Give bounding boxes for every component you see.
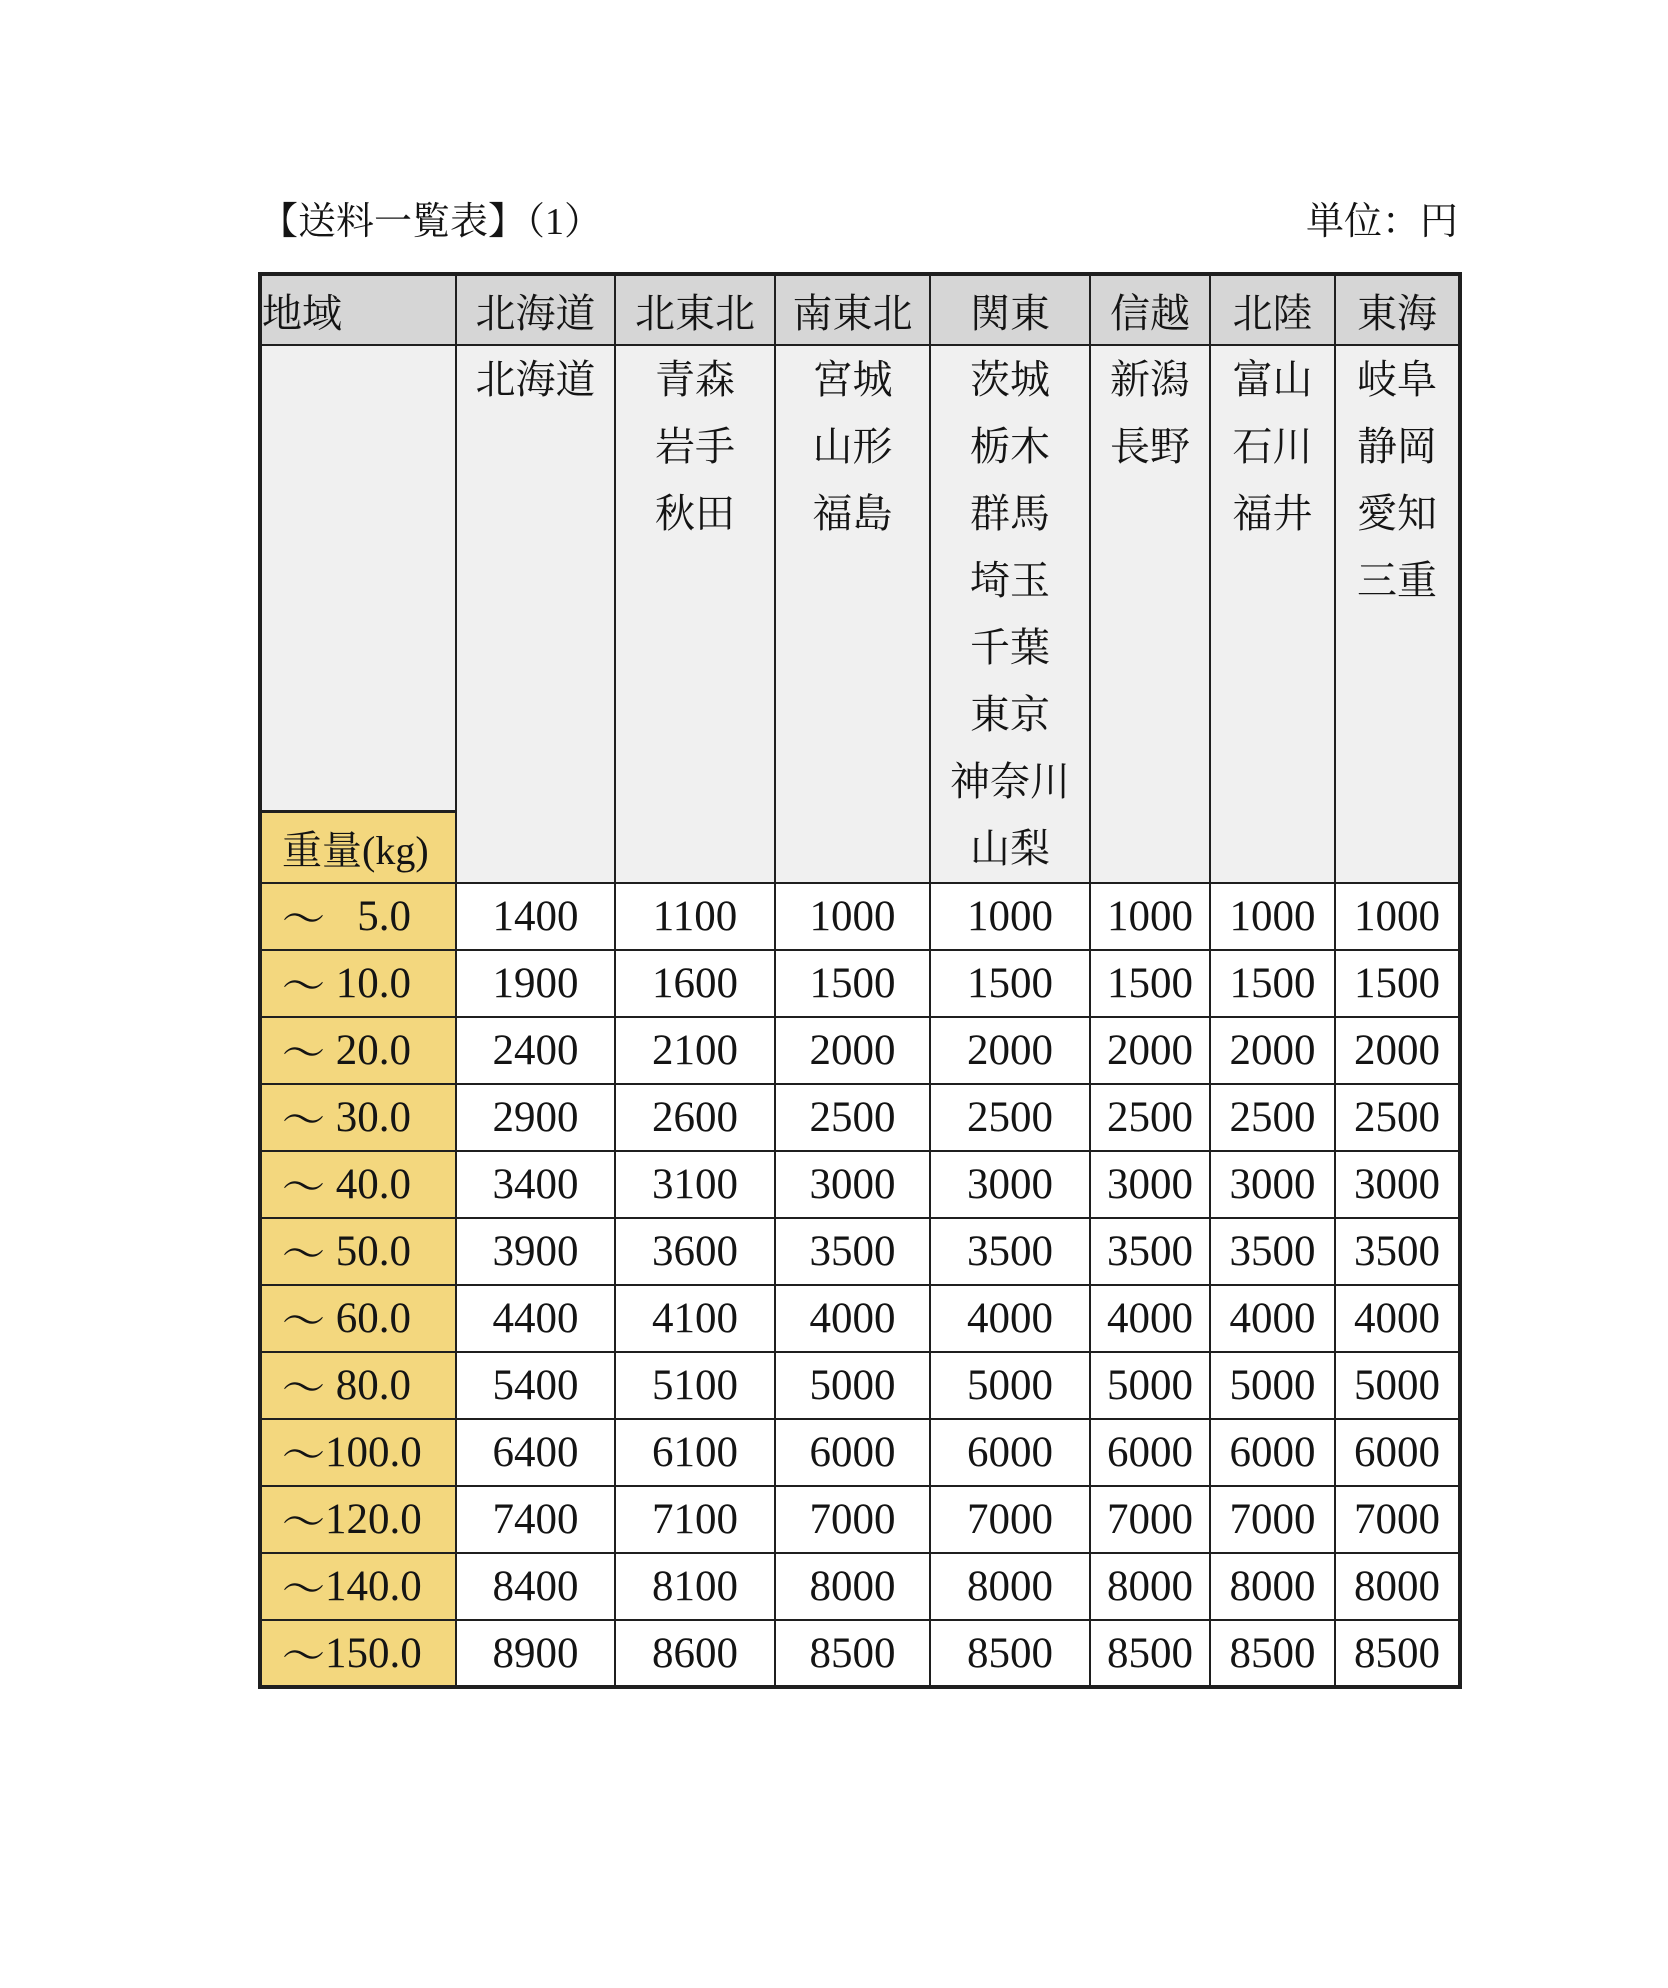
empty-cell (262, 346, 455, 810)
fee-cell: 2500 (775, 1084, 930, 1151)
fee-cell: 1600 (615, 950, 775, 1017)
fee-cell: 7000 (930, 1486, 1090, 1553)
fee-cell: 8000 (1210, 1553, 1335, 1620)
fee-cell: 2500 (1090, 1084, 1210, 1151)
fee-cell: 5000 (775, 1352, 930, 1419)
fee-cell: 2500 (1335, 1084, 1460, 1151)
prefecture-item: 東京 (970, 692, 1050, 737)
fee-cell: 1500 (775, 950, 930, 1017)
fee-cell: 2400 (456, 1017, 615, 1084)
prefecture-item: 愛知 (1357, 491, 1437, 536)
fee-cell: 2600 (615, 1084, 775, 1151)
title-row (258, 196, 1460, 248)
region-header-row (260, 274, 1460, 345)
region-header-3: 関東 (930, 274, 1090, 345)
weight-unit-header: 重量(kg) (262, 810, 455, 882)
fee-cell: 2000 (1335, 1017, 1460, 1084)
fee-row (260, 1419, 1460, 1486)
weight-row-label (260, 1285, 456, 1352)
prefecture-item: 群馬 (970, 491, 1050, 536)
prefecture-item: 三重 (1357, 558, 1437, 603)
weight-row-label (260, 883, 456, 950)
prefecture-item: 新潟 (1110, 357, 1190, 402)
prefecture-item: 山梨 (970, 826, 1050, 871)
weight-label-wrap (262, 1286, 455, 1351)
fee-cell: 2000 (1090, 1017, 1210, 1084)
prefecture-item: 静岡 (1357, 424, 1437, 469)
weight-row-label (260, 1486, 456, 1553)
fee-cell: 3100 (615, 1151, 775, 1218)
prefecture-item: 茨城 (970, 357, 1050, 402)
fee-cell: 6400 (456, 1419, 615, 1486)
unit-label: 単位：円 (1305, 201, 1458, 243)
weight-label-wrap (262, 1219, 455, 1284)
fee-cell: 1900 (456, 950, 615, 1017)
weight-label-wrap (262, 1152, 455, 1217)
prefecture-list-cell (1210, 345, 1335, 883)
weight-value: 20.0 (335, 1027, 411, 1074)
prefecture-list-cell (456, 345, 615, 883)
fee-cell: 3000 (775, 1151, 930, 1218)
fee-cell: 5000 (930, 1352, 1090, 1419)
weight-value: 120.0 (325, 1496, 422, 1543)
tilde-mark: ～ (282, 1433, 325, 1480)
prefecture-item: 山形 (812, 424, 893, 469)
prefecture-item: 石川 (1232, 424, 1313, 469)
tilde-mark: ～ (282, 964, 325, 1011)
fee-cell: 2900 (456, 1084, 615, 1151)
fee-cell: 6000 (1090, 1419, 1210, 1486)
fee-cell: 7100 (615, 1486, 775, 1553)
fee-cell: 3000 (1335, 1151, 1460, 1218)
document-title: 【送料一覧表】（1） (260, 201, 603, 243)
weight-value: 10.0 (335, 960, 411, 1007)
fee-row (260, 883, 1460, 950)
region-corner-header: 地域 (260, 274, 456, 345)
fee-cell: 6000 (930, 1419, 1090, 1486)
fee-cell: 4400 (456, 1285, 615, 1352)
prefecture-item: 青森 (655, 357, 735, 402)
fee-cell: 7000 (1210, 1486, 1335, 1553)
weight-label-wrap (262, 1018, 455, 1083)
tilde-mark: ～ (282, 1500, 325, 1547)
weight-value: 50.0 (335, 1228, 411, 1275)
prefecture-item: 岐阜 (1357, 357, 1437, 402)
fee-cell: 3500 (1335, 1218, 1460, 1285)
fee-row (260, 1084, 1460, 1151)
fee-cell: 6000 (775, 1419, 930, 1486)
prefecture-item: 栃木 (970, 424, 1050, 469)
fee-cell: 8000 (1090, 1553, 1210, 1620)
tilde-mark: ～ (282, 1232, 325, 1279)
region-header-1: 北東北 (615, 274, 775, 345)
fee-cell: 1000 (930, 883, 1090, 950)
tilde-mark: ～ (282, 1031, 325, 1078)
prefecture-item: 長野 (1110, 424, 1190, 469)
weight-header-wrap (262, 346, 455, 882)
fee-cell: 4000 (930, 1285, 1090, 1352)
weight-row-label (260, 1419, 456, 1486)
fee-cell: 8500 (1090, 1620, 1210, 1687)
fee-row (260, 1017, 1460, 1084)
fee-row (260, 1352, 1460, 1419)
tilde-mark: ～ (282, 1165, 325, 1212)
prefecture-list-cell (1090, 345, 1210, 883)
weight-row-label (260, 1553, 456, 1620)
weight-label-wrap (262, 1487, 455, 1552)
fee-cell: 2500 (930, 1084, 1090, 1151)
tilde-mark: ～ (282, 1366, 325, 1413)
fee-cell: 3500 (930, 1218, 1090, 1285)
weight-label-wrap (262, 1353, 455, 1418)
weight-label-wrap (262, 1420, 455, 1485)
weight-label-wrap (262, 1085, 455, 1150)
fee-cell: 2000 (775, 1017, 930, 1084)
weight-row-label (260, 1151, 456, 1218)
prefecture-item: 福井 (1232, 491, 1313, 536)
weight-label-wrap (262, 884, 455, 949)
region-header-4: 信越 (1090, 274, 1210, 345)
weight-row-label (260, 1620, 456, 1687)
weight-value: 5.0 (357, 893, 411, 940)
weight-row-label (260, 1218, 456, 1285)
fee-cell: 5400 (456, 1352, 615, 1419)
tilde-mark: ～ (282, 1299, 325, 1346)
fee-cell: 8500 (1335, 1620, 1460, 1687)
prefecture-list-cell (930, 345, 1090, 883)
fee-cell: 4100 (615, 1285, 775, 1352)
fee-row (260, 1285, 1460, 1352)
fee-cell: 7000 (1090, 1486, 1210, 1553)
region-header-2: 南東北 (775, 274, 930, 345)
fee-cell: 3400 (456, 1151, 615, 1218)
fee-cell: 3600 (615, 1218, 775, 1285)
fee-row (260, 950, 1460, 1017)
fee-cell: 5000 (1090, 1352, 1210, 1419)
shipping-fee-table (258, 272, 1462, 1689)
document-page (258, 196, 1460, 1689)
fee-cell: 1100 (615, 883, 775, 950)
weight-value: 80.0 (335, 1362, 411, 1409)
fee-cell: 1400 (456, 883, 615, 950)
prefecture-item: 秋田 (655, 491, 735, 536)
weight-label-wrap (262, 951, 455, 1016)
fee-cell: 6100 (615, 1419, 775, 1486)
weight-value: 100.0 (325, 1429, 422, 1476)
fee-cell: 8000 (775, 1553, 930, 1620)
weight-row-label (260, 1017, 456, 1084)
prefecture-item: 埼玉 (970, 558, 1050, 603)
fee-cell: 1000 (1090, 883, 1210, 950)
fee-cell: 3000 (930, 1151, 1090, 1218)
fee-cell: 5000 (1210, 1352, 1335, 1419)
fee-cell: 3500 (1090, 1218, 1210, 1285)
prefecture-item: 宮城 (812, 357, 893, 402)
fee-row (260, 1218, 1460, 1285)
prefecture-item: 岩手 (655, 424, 735, 469)
fee-cell: 3500 (1210, 1218, 1335, 1285)
fee-cell: 3000 (1090, 1151, 1210, 1218)
weight-header-cell (260, 345, 456, 883)
prefecture-list-cell (615, 345, 775, 883)
weight-value: 140.0 (325, 1563, 422, 1610)
fee-cell: 3900 (456, 1218, 615, 1285)
fee-cell: 2000 (930, 1017, 1090, 1084)
prefecture-list-cell (775, 345, 930, 883)
prefecture-item: 千葉 (970, 625, 1050, 670)
fee-cell: 2100 (615, 1017, 775, 1084)
region-header-6: 東海 (1335, 274, 1460, 345)
prefecture-list-cell (1335, 345, 1460, 883)
fee-cell: 1000 (775, 883, 930, 950)
weight-row-label (260, 1084, 456, 1151)
fee-row (260, 1486, 1460, 1553)
fee-cell: 7000 (1335, 1486, 1460, 1553)
fee-cell: 8600 (615, 1620, 775, 1687)
fee-cell: 8000 (1335, 1553, 1460, 1620)
tilde-mark: ～ (282, 897, 325, 944)
fee-cell: 1500 (1210, 950, 1335, 1017)
fee-cell: 3500 (775, 1218, 930, 1285)
prefecture-item: 富山 (1232, 357, 1313, 402)
fee-cell: 4000 (1335, 1285, 1460, 1352)
region-header-5: 北陸 (1210, 274, 1335, 345)
fee-cell: 8500 (775, 1620, 930, 1687)
prefecture-item: 北海道 (475, 357, 596, 402)
fee-cell: 8500 (1210, 1620, 1335, 1687)
fee-cell: 1500 (1090, 950, 1210, 1017)
fee-cell: 8500 (930, 1620, 1090, 1687)
fee-cell: 8400 (456, 1553, 615, 1620)
fee-cell: 1000 (1210, 883, 1335, 950)
fee-cell: 1500 (1335, 950, 1460, 1017)
prefecture-item: 福島 (812, 491, 893, 536)
tilde-mark: ～ (282, 1633, 325, 1681)
fee-cell: 8000 (930, 1553, 1090, 1620)
fee-cell: 4000 (775, 1285, 930, 1352)
region-header-0: 北海道 (456, 274, 615, 345)
fee-cell: 1000 (1335, 883, 1460, 950)
fee-row (260, 1151, 1460, 1218)
fee-cell: 5000 (1335, 1352, 1460, 1419)
weight-value: 30.0 (335, 1094, 411, 1141)
fee-cell: 8100 (615, 1553, 775, 1620)
fee-cell: 2500 (1210, 1084, 1335, 1151)
fee-cell: 5100 (615, 1352, 775, 1419)
fee-cell: 8900 (456, 1620, 615, 1687)
fee-cell: 3000 (1210, 1151, 1335, 1218)
fee-cell: 1500 (930, 950, 1090, 1017)
weight-value: 60.0 (335, 1295, 411, 1342)
fee-cell: 7400 (456, 1486, 615, 1553)
fee-cell: 6000 (1210, 1419, 1335, 1486)
fee-cell: 7000 (775, 1486, 930, 1553)
tilde-mark: ～ (282, 1567, 325, 1614)
weight-value: 150.0 (325, 1629, 422, 1677)
prefecture-row (260, 345, 1460, 883)
weight-row-label (260, 950, 456, 1017)
weight-value: 40.0 (335, 1161, 411, 1208)
weight-row-label (260, 1352, 456, 1419)
prefecture-item: 神奈川 (950, 759, 1070, 804)
weight-label-wrap (262, 1621, 455, 1685)
fee-cell: 2000 (1210, 1017, 1335, 1084)
fee-cell: 4000 (1210, 1285, 1335, 1352)
fee-row (260, 1553, 1460, 1620)
weight-label-wrap (262, 1554, 455, 1619)
fee-cell: 4000 (1090, 1285, 1210, 1352)
fee-row (260, 1620, 1460, 1687)
fee-cell: 6000 (1335, 1419, 1460, 1486)
tilde-mark: ～ (282, 1098, 325, 1145)
